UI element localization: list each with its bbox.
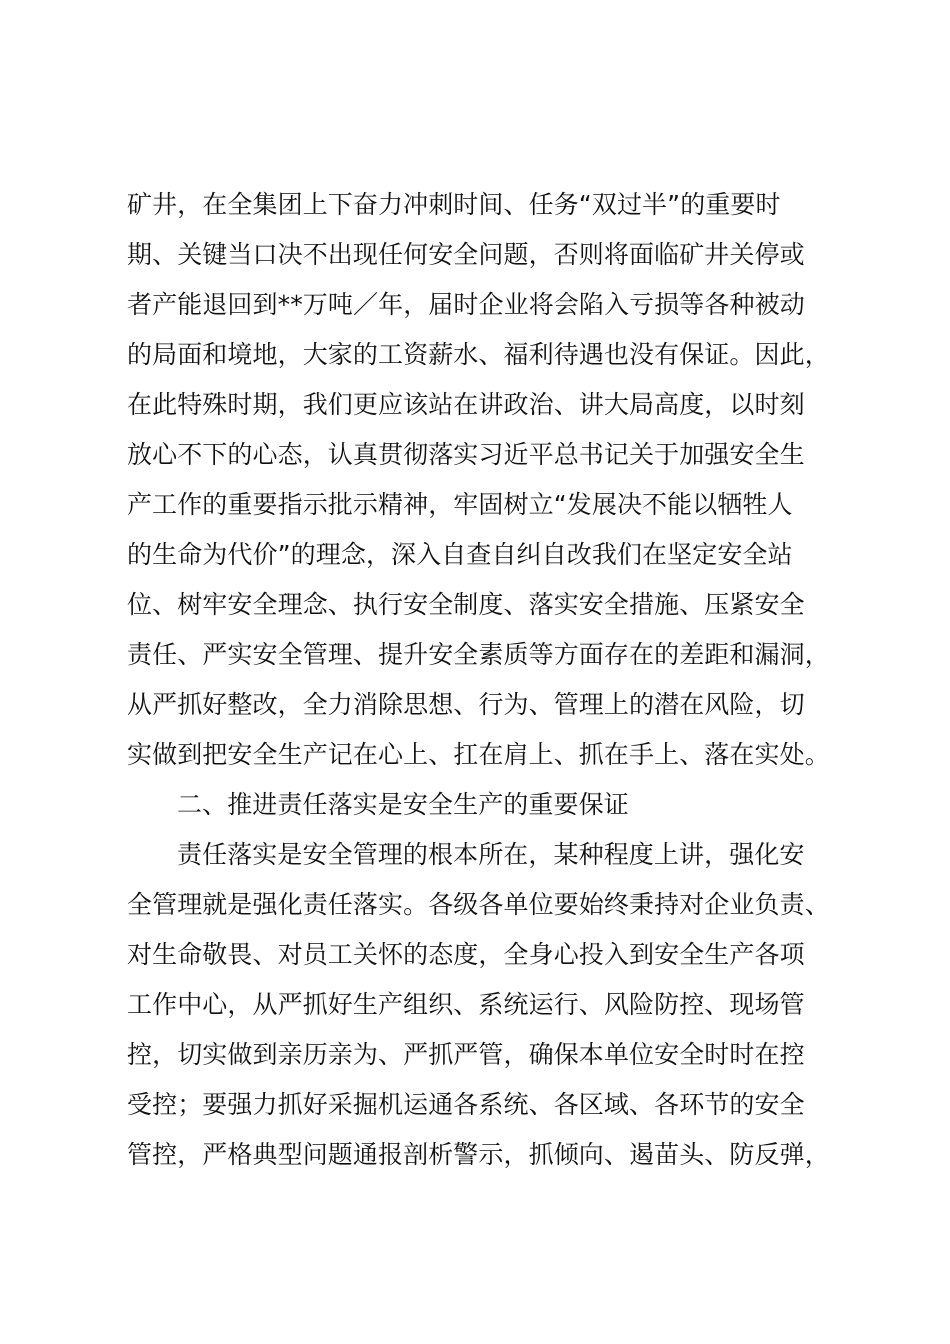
body-line: 责任、严实安全管理、提升安全素质等方面存在的差距和漏洞， (127, 640, 830, 669)
document-body (127, 180, 847, 1180)
body-line: 的生命为代价”的理念，深入自查自纠自改我们在坚定安全站 (127, 540, 793, 569)
body-line: 控，切实做到亲历亲为、严抓严管，确保本单位安全时时在控 (127, 1040, 805, 1069)
paragraph-first-line: 责任落实是安全管理的根本所在，某种程度上讲，强化安 (177, 840, 805, 869)
body-line: 矿井，在全集团上下奋力冲刺时间、任务“双过半”的重要时 (127, 190, 781, 219)
body-line: 从严抓好整改，全力消除思想、行为、管理上的潜在风险，切 (127, 690, 805, 719)
body-line: 受控；要强力抓好采掘机运通各系统、各区域、各环节的安全 (127, 1090, 805, 1119)
body-line: 实做到把安全生产记在心上、扛在肩上、抓在手上、落在实处。 (127, 740, 830, 769)
section-heading: 二、推进责任落实是安全生产的重要保证 (177, 790, 629, 819)
body-line: 期、关键当口决不出现任何安全问题，否则将面临矿井关停或 (127, 240, 805, 269)
body-line: 在此特殊时期，我们更应该站在讲政治、讲大局高度，以时刻 (127, 390, 805, 419)
body-line: 者产能退回到**万吨／年，届时企业将会陷入亏损等各种被动 (127, 290, 805, 319)
body-line: 全管理就是强化责任落实。各级各单位要始终秉持对企业负责、 (127, 890, 830, 919)
body-line: 对生命敬畏、对员工关怀的态度，全身心投入到安全生产各项 (127, 940, 805, 969)
body-line: 工作中心，从严抓好生产组织、系统运行、风险防控、现场管 (127, 990, 805, 1019)
body-line: 放心不下的心态，认真贯彻落实习近平总书记关于加强安全生 (127, 440, 805, 469)
body-line: 管控，严格典型问题通报剖析警示，抓倾向、遏苗头、防反弹， (127, 1140, 830, 1169)
body-line: 产工作的重要指示批示精神，牢固树立“发展决不能以牺牲人 (127, 490, 793, 519)
body-line: 的局面和境地，大家的工资薪水、福利待遇也没有保证。因此， (127, 340, 830, 369)
body-line: 位、树牢安全理念、执行安全制度、落实安全措施、压紧安全 (127, 590, 805, 619)
